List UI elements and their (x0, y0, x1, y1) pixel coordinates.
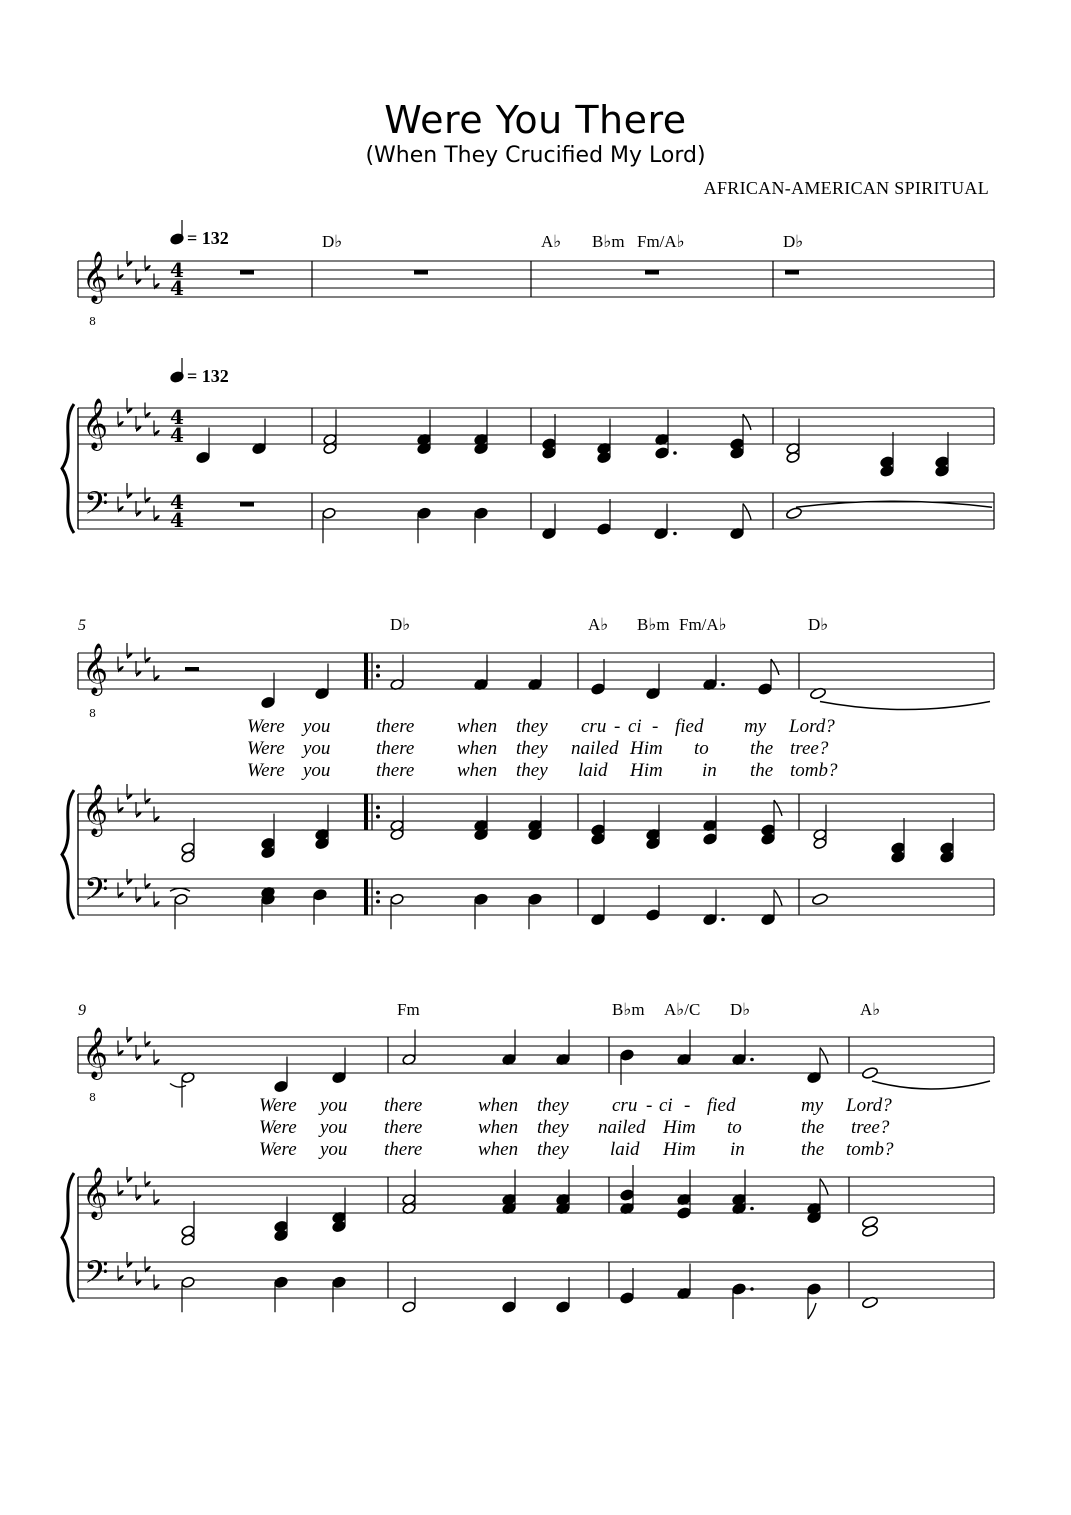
lyric-syllable: they (516, 716, 548, 737)
lyric-syllable: Him (630, 738, 663, 759)
piano-brace (62, 404, 74, 533)
dot (721, 918, 725, 922)
lyric-syllable: - (652, 716, 659, 737)
measure-number: 5 (78, 617, 86, 634)
lyric-syllable: there (376, 760, 415, 781)
tempo-marking: = 132 (187, 228, 229, 248)
lyric-syllable: in (730, 1139, 745, 1160)
repeat-dot (376, 806, 380, 810)
treble-clef: 𝄞 (82, 784, 109, 835)
note-head (274, 1276, 288, 1288)
time-signature-top: 4 (170, 405, 184, 429)
note-head (542, 447, 556, 459)
lyric-syllable: Were (247, 716, 285, 737)
treble-clef: 𝄞 (82, 1027, 109, 1078)
dot (673, 532, 677, 536)
lyric-syllable: Lord? (789, 716, 835, 737)
lyric-syllable: fied (675, 716, 704, 737)
chord-symbol: A♭ (541, 232, 562, 251)
chord-symbol: A♭ (860, 1000, 881, 1019)
repeat-dot (376, 891, 380, 895)
note-head (390, 893, 404, 905)
note-head (807, 1283, 821, 1295)
note-head (758, 683, 772, 695)
lyric-syllable: tomb? (846, 1139, 894, 1160)
chord-symbol: B♭m (637, 615, 670, 634)
note-head (646, 909, 660, 921)
note-head (813, 837, 827, 849)
lyric-syllable: you (320, 1095, 348, 1116)
note-head (313, 889, 327, 901)
lyric-syllable: Were (259, 1095, 297, 1116)
dot (750, 1207, 754, 1211)
lyric-syllable: there (384, 1139, 423, 1160)
lyric-syllable: laid (610, 1139, 640, 1160)
lyric-syllable: ci (628, 716, 642, 737)
lyric-syllable: nailed (598, 1117, 646, 1138)
lyric-syllable: Lord? (846, 1095, 892, 1116)
time-signature-bottom: 4 (170, 508, 184, 532)
note-head (620, 1049, 634, 1061)
note-head (861, 1066, 878, 1079)
treble-clef: 𝄞 (82, 251, 109, 302)
lyric-syllable: Him (663, 1139, 696, 1160)
lyric-syllable: my (801, 1095, 824, 1116)
tie (170, 1084, 186, 1088)
note-head (332, 1220, 346, 1232)
note-head (274, 1229, 288, 1241)
lyric-syllable: the (750, 738, 774, 759)
chord-symbol: Fm/A♭ (637, 232, 685, 251)
lyric-syllable: cru (581, 716, 607, 737)
piano-brace (62, 1173, 74, 1302)
lyric-syllable: the (750, 760, 774, 781)
note-head (677, 1207, 691, 1219)
note-head (474, 893, 488, 905)
note-head (591, 833, 605, 845)
time-signature-top: 4 (170, 258, 184, 282)
note-head (417, 507, 431, 519)
lyric-syllable: - (646, 1095, 653, 1116)
octave-marker: 8 (89, 315, 96, 328)
chord-symbol: D♭ (730, 1000, 751, 1019)
chord-symbol: A♭/C (664, 1000, 701, 1019)
note-head (174, 893, 188, 905)
note-head (502, 1301, 516, 1313)
dot (721, 683, 725, 687)
lyric-syllable: Were (247, 760, 285, 781)
lyric-syllable: you (320, 1117, 348, 1138)
chord-symbol: D♭ (390, 615, 411, 634)
note-head (528, 893, 542, 905)
note-head (274, 1080, 288, 1092)
lyric-syllable: Were (259, 1139, 297, 1160)
note-head (940, 851, 954, 863)
note-head (732, 1283, 746, 1295)
time-signature-top: 4 (170, 490, 184, 514)
note-head (646, 837, 660, 849)
tie (872, 1081, 990, 1089)
note-head (597, 523, 611, 535)
note-head (196, 451, 210, 463)
octave-marker: 8 (89, 707, 96, 720)
note-head (597, 451, 611, 463)
lyric-syllable: Him (630, 760, 663, 781)
dot (750, 1058, 754, 1062)
lyric-syllable: cru (612, 1095, 638, 1116)
octave-marker: 8 (89, 1091, 96, 1104)
tie (820, 702, 990, 710)
note-head (332, 1276, 346, 1288)
lyric-syllable: tree? (790, 738, 829, 759)
repeat-dot (376, 815, 380, 819)
chord-symbol: Fm (397, 1000, 420, 1019)
lyric-syllable: you (303, 716, 331, 737)
lyric-syllable: there (376, 738, 415, 759)
lyric-syllable: when (478, 1095, 519, 1116)
lyric-syllable: to (727, 1117, 742, 1138)
repeat-dot (376, 900, 380, 904)
lyric-syllable: to (694, 738, 709, 759)
treble-clef: 𝄞 (82, 398, 109, 449)
note-head (181, 1276, 195, 1288)
rest (240, 502, 254, 507)
song-title: Were You There (384, 98, 687, 142)
chord-symbol: Fm/A♭ (679, 615, 727, 634)
flag (771, 659, 779, 675)
note-head (761, 833, 775, 845)
note-head (785, 507, 802, 520)
lyric-syllable: Were (259, 1117, 297, 1138)
piano-brace (62, 790, 74, 919)
note-head (703, 833, 717, 845)
note-head (891, 851, 905, 863)
bass-clef: 𝄢 (84, 485, 109, 529)
lyric-syllable: Were (247, 738, 285, 759)
lyric-syllable: laid (578, 760, 608, 781)
tempo-marking: = 132 (187, 366, 229, 386)
note-head (786, 451, 800, 463)
lyric-syllable: when (478, 1139, 519, 1160)
note-head (935, 465, 949, 477)
note-head (730, 447, 744, 459)
lyric-syllable: when (457, 738, 498, 759)
note-head (620, 1189, 634, 1201)
lyric-syllable: the (801, 1117, 825, 1138)
note-head (181, 1234, 195, 1246)
song-subtitle: (When They Crucified My Lord) (365, 143, 706, 168)
lyric-syllable: you (320, 1139, 348, 1160)
lyric-syllable: when (457, 716, 498, 737)
dot (750, 1287, 754, 1291)
repeat-dot (376, 665, 380, 669)
note-head (402, 1301, 416, 1313)
lyric-syllable: - (614, 716, 621, 737)
tie (170, 888, 190, 891)
chord-symbol: B♭m (612, 1000, 645, 1019)
time-signature-bottom: 4 (170, 423, 184, 447)
lyric-syllable: they (516, 760, 548, 781)
lyric-syllable: when (478, 1117, 519, 1138)
lyric-syllable: fied (707, 1095, 736, 1116)
note-head (620, 1292, 634, 1304)
note-head (811, 893, 828, 906)
lyric-syllable: there (384, 1095, 423, 1116)
note-head (880, 465, 894, 477)
lyric-syllable: my (744, 716, 767, 737)
chord-symbol: B♭m (592, 232, 625, 251)
rest (645, 270, 659, 275)
rest (185, 667, 199, 672)
note-head (261, 696, 275, 708)
note-head (655, 447, 669, 459)
rest (785, 270, 799, 275)
treble-clef: 𝄞 (82, 643, 109, 694)
chord-symbol: D♭ (783, 232, 804, 251)
flag (808, 1303, 816, 1319)
bass-clef: 𝄢 (84, 871, 109, 915)
chord-symbol: A♭ (588, 615, 609, 634)
lyric-syllable: in (702, 760, 717, 781)
repeat-dot (376, 674, 380, 678)
note-head (474, 507, 488, 519)
note-head (261, 846, 275, 858)
bass-clef: 𝄢 (84, 1254, 109, 1298)
rest (240, 270, 254, 275)
lyric-syllable: there (384, 1117, 423, 1138)
lyric-syllable: tree? (851, 1117, 890, 1138)
lyric-syllable: - (684, 1095, 691, 1116)
lyric-syllable: ci (659, 1095, 673, 1116)
lyric-syllable: the (801, 1139, 825, 1160)
lyric-syllable: nailed (571, 738, 619, 759)
note-head (322, 507, 336, 519)
chord-symbol: D♭ (322, 232, 343, 251)
measure-number: 9 (78, 1002, 86, 1019)
lyric-syllable: they (537, 1095, 569, 1116)
treble-clef: 𝄞 (82, 1167, 109, 1218)
lyric-syllable: they (516, 738, 548, 759)
lyric-syllable: you (303, 738, 331, 759)
dot (673, 451, 677, 455)
flag (774, 800, 782, 816)
note-head (181, 851, 195, 863)
lyric-syllable: you (303, 760, 331, 781)
chord-symbol: D♭ (808, 615, 829, 634)
lyric-syllable: there (376, 716, 415, 737)
lyric-syllable: they (537, 1139, 569, 1160)
composer-credit: AFRICAN-AMERICAN SPIRITUAL (703, 178, 989, 198)
note-head (591, 683, 605, 695)
lyric-syllable: they (537, 1117, 569, 1138)
lyric-syllable: when (457, 760, 498, 781)
time-signature-bottom: 4 (170, 276, 184, 300)
note-head (556, 1301, 570, 1313)
lyric-syllable: Him (663, 1117, 696, 1138)
note-head (315, 837, 329, 849)
lyric-syllable: tomb? (790, 760, 838, 781)
flag (743, 414, 751, 430)
rest (414, 270, 428, 275)
